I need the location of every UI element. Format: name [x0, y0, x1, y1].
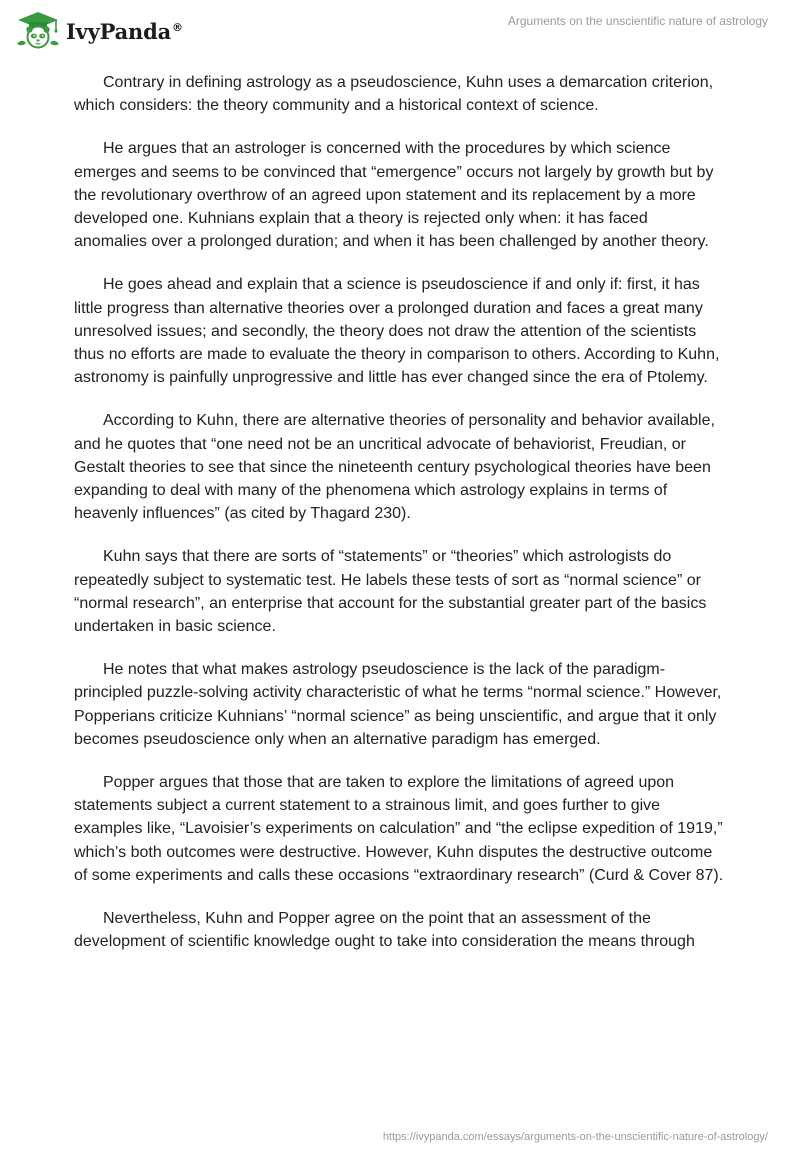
paragraph: According to Kuhn, there are alternative theories of personality and behavior available, and he quotes that “one need not be an uncritical advocate of behaviorist, Freudian, or Gestalt theories to see that since the nineteenth century psychological theories have been expanding to deal with many of the phenomena which astrology explains in terms of heavenly influences” (as cited by Thagard 230). [74, 412, 715, 523]
logo-wordmark: IvyPanda® [66, 18, 183, 44]
paragraph: Kuhn says that there are sorts of “statements” or “theories” which astrologists do repeatedly subject to systematic test. He labels these tests of sort as “normal science” or “normal research”, an enterprise that account for the substantial greater part of the basics undertaken in basic science. [74, 548, 707, 636]
paragraph: Nevertheless, Kuhn and Popper agree on the point that an assessment of the development of scientific knowledge ought to take into consideration the means through [74, 910, 695, 951]
paragraph: Contrary in defining astrology as a pseudoscience, Kuhn uses a demarcation criterion, which considers: the theory community and a historical context of science. [74, 74, 714, 115]
panda-graduate-icon [14, 10, 62, 50]
essay-body [74, 71, 724, 974]
paragraph: He goes ahead and explain that a science is pseudoscience if and only if: first, it has little progress than alternative theories over a prolonged duration and faces a great many unresolved issues; and secondly, the theory does not draw the attention of the scientists thus no efforts are made to evaluate the theory in comparison to others. According to Kuhn, astronomy is painfully unprogressive and little has ever changed since the era of Ptolemy. [74, 276, 720, 387]
page-header [0, 0, 800, 56]
document-title: Arguments on the unscientific nature of astrology [507, 14, 768, 28]
source-url[interactable]: https://ivypanda.com/essays/arguments-on-the-unscientific-nature-of-astrology/ [382, 1131, 768, 1143]
paragraph: He argues that an astrologer is concerned with the procedures by which science emerges and seems to be convinced that “emergence” occurs not largely by growth but by the revolutionary overthrow of an agreed upon statement and its replacement by a more developed one. Kuhnians explain that a theory is rejected only when: it has faced anomalies over a prolonged duration; and when it has been challenged by another theory. [74, 140, 714, 251]
paragraph: Popper argues that those that are taken to explore the limitations of agreed upon statements subject a current statement to a strainous limit, and goes further to give examples like, “Lavoisier’s experiments on calculation” and “the eclipse expedition of 1919,” which’s both outcomes were destructive. However, Kuhn disputes the destructive outcome of some experiments and calls these occasions “extraordinary research” (Curd & Cover 87). [74, 774, 724, 884]
paragraph: He notes that what makes astrology pseudoscience is the lack of the paradigm-principled puzzle-solving activity characteristic of what he terms “normal science.” However, Popperians criticize Kuhnians’ “normal science” as being unscientific, and argue that it only becomes pseudoscience only when an alternative paradigm has emerged. [74, 661, 722, 748]
ivypanda-logo[interactable] [14, 10, 183, 50]
